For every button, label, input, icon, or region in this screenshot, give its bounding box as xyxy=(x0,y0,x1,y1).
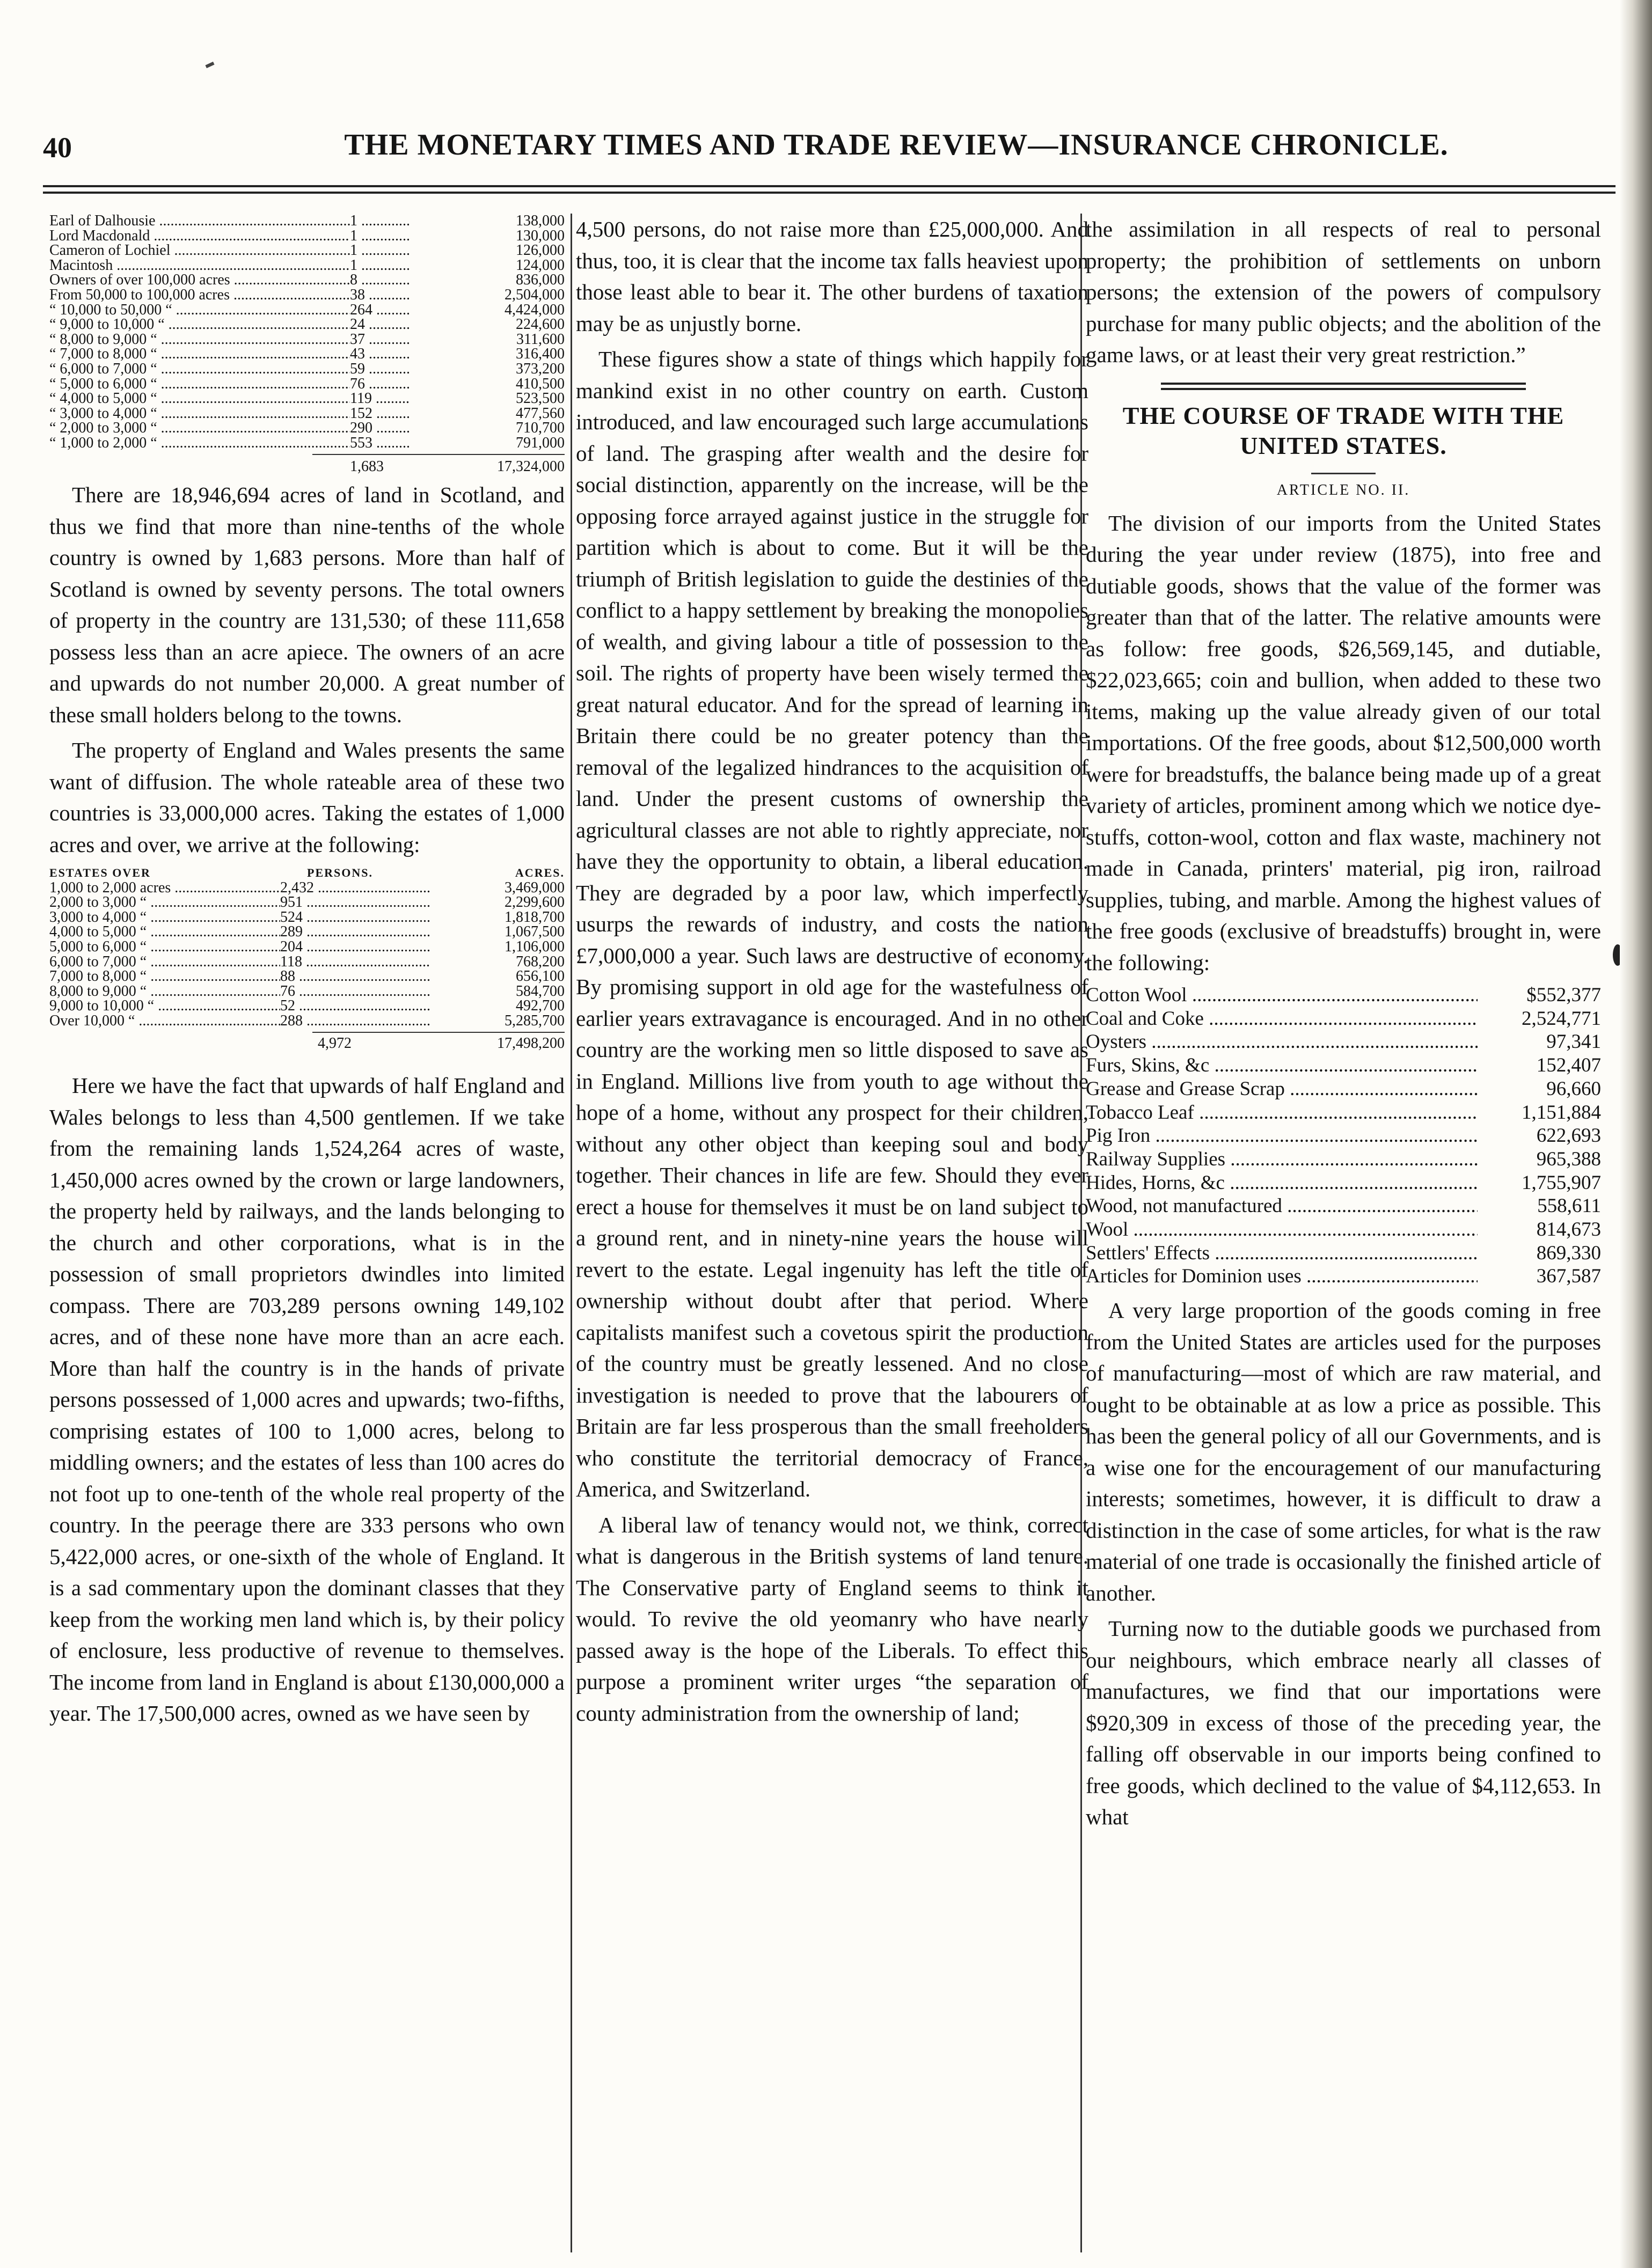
paragraph: the assimilation in all respects of real to personal property; the prohibition of settlements on unborn persons; the extension of the powers of compulsory purchase for many public objects; and the abolition of the game laws, or at least their very great restriction.” xyxy=(1086,217,1601,367)
acres-cell: 1,067,500 xyxy=(505,924,565,940)
header-rule-lower xyxy=(43,192,1616,194)
item-cell: Wood, not manufactured ..... xyxy=(1086,1194,1478,1218)
owner-cell: From 50,000 to 100,000 acres ..... xyxy=(49,288,350,303)
value-cell: 152,407 xyxy=(1536,1054,1601,1077)
persons-cell: 524 ..... xyxy=(280,910,430,925)
acres-cell: 311,600 xyxy=(516,332,565,347)
page-number: 40 xyxy=(43,131,72,164)
persons-cell: 52 ..... xyxy=(280,999,430,1014)
range-cell: 3,000 to 4,000 “ ..... xyxy=(49,910,280,925)
table-row xyxy=(49,436,565,451)
acres-cell: 1,818,700 xyxy=(505,909,565,925)
paragraph: The property of England and Wales presents the same want of diffusion. The whole rateable area of these two countries is 33,000,000 acres. Taking the estates of 1,000 acres and over, we arrive at the following: xyxy=(49,738,565,857)
acres-cell: 5,285,700 xyxy=(505,1014,565,1029)
value-cell: 814,673 xyxy=(1536,1219,1601,1241)
table-row xyxy=(49,880,565,896)
persons-cell: 59 ..... xyxy=(350,362,409,377)
range-cell: 1,000 to 2,000 acres ..... xyxy=(49,880,280,896)
persons-cell: 1 ..... xyxy=(350,258,409,273)
value-cell: 2,524,771 xyxy=(1522,1007,1601,1030)
header-persons: PERSONS. xyxy=(307,866,373,880)
table-row xyxy=(49,288,565,303)
header-rule xyxy=(43,185,1616,187)
owner-cell: Earl of Dalhousie ..... xyxy=(49,214,350,229)
persons-cell: 204 ..... xyxy=(280,940,430,955)
paragraph: The division of our imports from the United States during the year under review (1875), into free and dutiable goods, shows that the value of the former was greater than that of the latter. The relative amounts were as follow: free goods, $26,569,145, and dutiable, $22,023,665; coin and bullion, when added to these two items, making up the value already given of our total importations. Of the free goods, about $12,500,000 worth were for breadstuffs, the balance being made up of a great variety of articles, prominent among which we notice dye-stuffs, cotton-wool, cotton and flax waste, machinery not made in Canada, printers' material, pig iron, railroad supplies, tubing, and marble. Among the highest values of the free goods (exclusive of breadstuffs) brought in, were the following: xyxy=(1086,510,1601,975)
persons-cell: 8 ..... xyxy=(350,273,409,288)
acres-cell: 492,700 xyxy=(516,999,565,1014)
acres-cell: 3,469,000 xyxy=(505,880,565,896)
item-cell: Oysters ..... xyxy=(1086,1030,1478,1054)
persons-cell: 1 ..... xyxy=(350,214,409,229)
persons-cell: 88 ..... xyxy=(280,969,430,984)
acres-cell: 791,000 xyxy=(516,435,565,451)
table-total-rule xyxy=(312,454,565,455)
item-cell: Grease and Grease Scrap ..... xyxy=(1086,1077,1478,1101)
table-row xyxy=(49,332,565,347)
persons-cell: 1 ..... xyxy=(350,229,409,244)
item-cell: Hides, Horns, &c ..... xyxy=(1086,1171,1478,1195)
value-cell: 97,341 xyxy=(1546,1031,1601,1053)
running-head: THE MONETARY TIMES AND TRADE REVIEW—INSURANCE CHRONICLE. xyxy=(344,128,1449,162)
table-row xyxy=(49,406,565,421)
acres-cell: 224,600 xyxy=(516,317,565,332)
table-row xyxy=(1086,983,1601,1007)
persons-cell: 1 ..... xyxy=(350,243,409,258)
table-row xyxy=(1086,1077,1601,1101)
table-row xyxy=(49,940,565,955)
acres-cell: 836,000 xyxy=(516,273,565,288)
persons-cell: 43 ..... xyxy=(350,347,409,362)
table-row xyxy=(1086,1265,1601,1288)
free-goods-table xyxy=(1086,983,1601,1288)
range-cell: 8,000 to 9,000 “ ..... xyxy=(49,984,280,999)
persons-cell: 290 ..... xyxy=(350,421,409,436)
value-cell: 96,660 xyxy=(1546,1077,1601,1100)
column-3 xyxy=(1086,214,1601,1833)
england-table-header xyxy=(49,865,565,880)
acres-cell: 710,700 xyxy=(516,421,565,436)
value-cell: 558,611 xyxy=(1537,1195,1601,1217)
range-cell: 2,000 to 3,000 “ ..... xyxy=(49,895,280,910)
range-cell: 6,000 to 7,000 “ ..... xyxy=(49,955,280,970)
acres-cell: 130,000 xyxy=(516,228,565,244)
total-persons: 4,972 xyxy=(318,1036,352,1051)
acres-cell: 2,504,000 xyxy=(505,287,565,303)
table-row xyxy=(1086,1007,1601,1031)
persons-cell: 289 ..... xyxy=(280,924,430,940)
item-cell: Railway Supplies ..... xyxy=(1086,1148,1478,1171)
value-cell: 1,755,907 xyxy=(1522,1171,1601,1194)
total-persons: 1,683 xyxy=(350,459,384,474)
table-row xyxy=(49,303,565,318)
owner-cell: “ 8,000 to 9,000 “ ..... xyxy=(49,332,350,347)
column-2 xyxy=(576,214,1088,1729)
table-row xyxy=(49,391,565,406)
paragraph: A very large proportion of the goods coming in free from the United States are articles used for the purposes of manufacturing—most of which are raw material, and ought to be obtainable at as low a price as possible. This has been the general policy of all our Governments, and is a wise one for the encouragement of our manufacturing interests; sometimes, however, it is difficult to draw a distinction in the case of some articles, for what is the raw material of one trade is occasionally the finished article of another. xyxy=(1086,1298,1601,1605)
ink-mark xyxy=(205,62,214,68)
paragraph: A liberal law of tenancy would not, we think, correct what is dangerous in the British systems of land tenure. The Conservative party of England seems to think it would. To revive the old yeomanry who have nearly passed away is the hope of the Liberals. To effect this purpose a prominent writer urges “the separation of county administration from the ownership of land; xyxy=(576,1512,1088,1726)
acres-cell: 523,500 xyxy=(516,391,565,406)
range-cell: 7,000 to 8,000 “ ..... xyxy=(49,969,280,984)
owner-cell: Macintosh ..... xyxy=(49,258,350,273)
item-cell: Coal and Coke ..... xyxy=(1086,1007,1478,1031)
paragraph: Turning now to the dutiable goods we purchased from our neighbours, which embrace nearly all classes of manufactures, we find that our importations were $920,309 in excess of those of the preceding year, the falling off observable in our imports being confined to free goods, which declined to the value of $4,112,653. In what xyxy=(1086,1616,1601,1830)
owner-cell: “ 5,000 to 6,000 “ ..... xyxy=(49,377,350,392)
item-cell: Articles for Dominion uses ..... xyxy=(1086,1265,1478,1288)
acres-cell: 1,106,000 xyxy=(505,940,565,955)
table-row xyxy=(1086,1242,1601,1265)
value-cell: 622,693 xyxy=(1536,1125,1601,1147)
acres-cell: 2,299,600 xyxy=(505,895,565,910)
table-row xyxy=(1086,1218,1601,1242)
acres-cell: 584,700 xyxy=(516,983,565,999)
table-row xyxy=(49,258,565,273)
acres-cell: 410,500 xyxy=(516,376,565,392)
persons-cell: 38 ..... xyxy=(350,288,409,303)
column-1 xyxy=(49,214,565,1729)
total-acres: 17,498,200 xyxy=(497,1036,565,1051)
table-row xyxy=(1086,1030,1601,1054)
range-cell: 4,000 to 5,000 “ ..... xyxy=(49,924,280,940)
range-cell: 5,000 to 6,000 “ ..... xyxy=(49,940,280,955)
persons-cell: 118 ..... xyxy=(280,955,430,970)
range-cell: 9,000 to 10,000 “ ..... xyxy=(49,999,280,1014)
table-row xyxy=(1086,1171,1601,1195)
owner-cell: Owners of over 100,000 acres ..... xyxy=(49,273,350,288)
value-cell: 869,330 xyxy=(1536,1242,1601,1264)
article-number: ARTICLE NO. II. xyxy=(1276,481,1410,498)
owner-cell: “ 6,000 to 7,000 “ ..... xyxy=(49,362,350,377)
persons-cell: 553 ..... xyxy=(350,436,409,451)
table-row xyxy=(49,317,565,332)
paragraph: Here we have the fact that upwards of half England and Wales belongs to less than 4,500 gentlemen. If we take from the remaining lands 1,524,264 acres of waste, 1,450,000 acres owned by the crown or large landowners, the property held by railways, and the lands belonging to the church and other corporations, what is in the possession of small proprietors dwindles into limited compass. There are 703,289 persons owning 149,102 acres, and of these none have more than an acre each. More than half the country is in the hands of private persons possessed of 1,000 acres and upwards; two-fifths, comprising estates of 100 to 1,000 acres, belong to middling owners; and the estates of less than 100 acres do not foot up to one-tenth of the whole real property of the country. In the peerage there are 333 persons who own 5,422,000 acres, or one-sixth of the whole of England. It is a sad commentary upon the dominant classes that they keep from the working men land which is, by their policy of enclosure, less productive of revenue to themselves. The income from land in England is about £130,000,000 a year. The 17,500,000 acres, owned as we have seen by xyxy=(49,1073,565,1726)
table-row xyxy=(49,999,565,1014)
paragraph: These figures show a state of things which happily for mankind exist in no other country on earth. Custom introduced, and law encouraged such large accumulations of land. The grasping after wealth and the desire for social distinction, apparently on the increase, will be the opposing force arrayed against justice in the struggle for partition which is about to come. But it will be the triumph of British legislation to guide the destinies of the conflict to a happy settlement by breaking the monopolies of wealth, and giving labour a title of possession to the soil. The rights of property have been wisely termed the great natural educator. And for the spread of learning in Britain there could be no greater potency than the removal of the legalized hindrances to the acquisition of land. Under the present customs of ownership the agricultural classes are not able to rightly appreciate, nor have they the opportunity to obtain, a liberal education. They are degraded by a poor law, which imperfectly usurps the rewards of industry, and costs the nation £7,000,000 a year. Such laws are destructive of economy. By promising support in old age for the wastefulness of earlier years extravagance is encouraged. And in no other country are the working men so little disposed to save as in England. Millions live from youth to age without the hope of a home, without any prospect for their children, without any other object than keeping soul and body together. Their chances in life are few. Should they ever erect a house for themselves it must be on land subject to a ground rent, and in ninety-nine years the house will revert to the estate. Legal ingenuity has left the title of ownership without doubt after that period. Where capitalists manifest such a covetous spirit the production of the country must be greatly lessened. And no close investigation is needed to prove that the labourers of Britain are far less prosperous than the small freeholders who constitute the territorial democracy of France, America, and Switzerland. xyxy=(576,347,1088,1501)
owner-cell: “ 9,000 to 10,000 “ ..... xyxy=(49,317,350,332)
owner-cell: “ 7,000 to 8,000 “ ..... xyxy=(49,347,350,362)
page-edge-shadow xyxy=(1620,0,1652,2268)
header-estates: ESTATES OVER xyxy=(49,866,151,880)
acres-cell: 124,000 xyxy=(516,258,565,273)
item-cell: Wool ..... xyxy=(1086,1218,1478,1242)
table-row xyxy=(49,955,565,970)
item-cell: Cotton Wool ..... xyxy=(1086,983,1478,1007)
owner-cell: “ 1,000 to 2,000 “ ..... xyxy=(49,436,350,451)
england-total-row xyxy=(49,1036,565,1051)
persons-cell: 119 ..... xyxy=(350,391,409,406)
acres-cell: 373,200 xyxy=(516,361,565,377)
acres-cell: 4,424,000 xyxy=(505,302,565,318)
header-acres: ACRES. xyxy=(515,866,565,880)
owner-cell: “ 3,000 to 4,000 “ ..... xyxy=(49,406,350,421)
scotland-total-row xyxy=(49,459,565,474)
persons-cell: 288 ..... xyxy=(280,1014,430,1029)
item-cell: Pig Iron ..... xyxy=(1086,1124,1478,1148)
owner-cell: “ 10,000 to 50,000 “ ..... xyxy=(49,303,350,318)
value-cell: $552,377 xyxy=(1526,984,1601,1006)
column-rule-1 xyxy=(571,214,572,2252)
range-cell: Over 10,000 “ ..... xyxy=(49,1014,280,1029)
table-row xyxy=(49,969,565,984)
acres-cell: 656,100 xyxy=(516,969,565,984)
table-row xyxy=(49,984,565,999)
owner-cell: Lord Macdonald ..... xyxy=(49,229,350,244)
persons-cell: 37 ..... xyxy=(350,332,409,347)
paragraph: 4,500 persons, do not raise more than £25,000,000. And thus, too, it is clear that the income tax falls heaviest upon those least able to bear it. The other burdens of taxation may be as unjustly borne. xyxy=(576,217,1088,336)
table-row xyxy=(49,243,565,258)
england-estates-table xyxy=(49,880,565,1029)
persons-cell: 264 ..... xyxy=(350,303,409,318)
acres-cell: 768,200 xyxy=(516,954,565,970)
item-cell: Tobacco Leaf ..... xyxy=(1086,1101,1478,1125)
value-cell: 965,388 xyxy=(1536,1148,1601,1170)
table-row xyxy=(49,924,565,940)
persons-cell: 24 ..... xyxy=(350,317,409,332)
acres-cell: 138,000 xyxy=(516,214,565,229)
item-cell: Furs, Skins, &c ..... xyxy=(1086,1054,1478,1077)
table-row xyxy=(49,229,565,244)
acres-cell: 477,560 xyxy=(516,406,565,421)
page-header xyxy=(43,128,1616,171)
table-row xyxy=(49,377,565,392)
table-row xyxy=(49,362,565,377)
owner-cell: “ 4,000 to 5,000 “ ..... xyxy=(49,391,350,406)
title-rule xyxy=(1311,473,1376,474)
table-row xyxy=(49,910,565,925)
table-row xyxy=(49,421,565,436)
section-title: THE COURSE OF TRADE WITH THE UNITED STATES. xyxy=(1122,401,1565,459)
item-cell: Settlers' Effects ..... xyxy=(1086,1242,1478,1265)
value-cell: 367,587 xyxy=(1536,1265,1601,1288)
paragraph: There are 18,946,694 acres of land in Scotland, and thus we find that more than nine-tenths of the whole country is owned by 1,683 persons. More than half of Scotland is owned by seventy persons. The total owners of property in the country are 131,530; of these 111,658 possess less than an acre apiece. The owners of an acre and upwards do not number 20,000. A great number of these small holders belong to the towns. xyxy=(49,482,565,727)
total-acres: 17,324,000 xyxy=(497,459,565,474)
value-cell: 1,151,884 xyxy=(1522,1101,1601,1124)
table-row xyxy=(1086,1101,1601,1125)
table-row xyxy=(49,214,565,229)
table-row xyxy=(1086,1124,1601,1148)
table-row xyxy=(1086,1194,1601,1218)
section-divider xyxy=(1161,383,1526,390)
table-row xyxy=(49,895,565,910)
owner-cell: “ 2,000 to 3,000 “ ..... xyxy=(49,421,350,436)
table-row xyxy=(1086,1148,1601,1171)
table-row xyxy=(49,273,565,288)
persons-cell: 152 ..... xyxy=(350,406,409,421)
persons-cell: 951 ..... xyxy=(280,895,430,910)
table-row xyxy=(1086,1054,1601,1077)
persons-cell: 2,432 ..... xyxy=(280,880,430,896)
persons-cell: 76 ..... xyxy=(350,377,409,392)
owner-cell: Cameron of Lochiel ..... xyxy=(49,243,350,258)
acres-cell: 316,400 xyxy=(516,347,565,362)
scotland-landowners-table xyxy=(49,214,565,451)
persons-cell: 76 ..... xyxy=(280,984,430,999)
acres-cell: 126,000 xyxy=(516,243,565,258)
table-row xyxy=(49,347,565,362)
table-row xyxy=(49,1014,565,1029)
table-total-rule xyxy=(312,1032,565,1033)
